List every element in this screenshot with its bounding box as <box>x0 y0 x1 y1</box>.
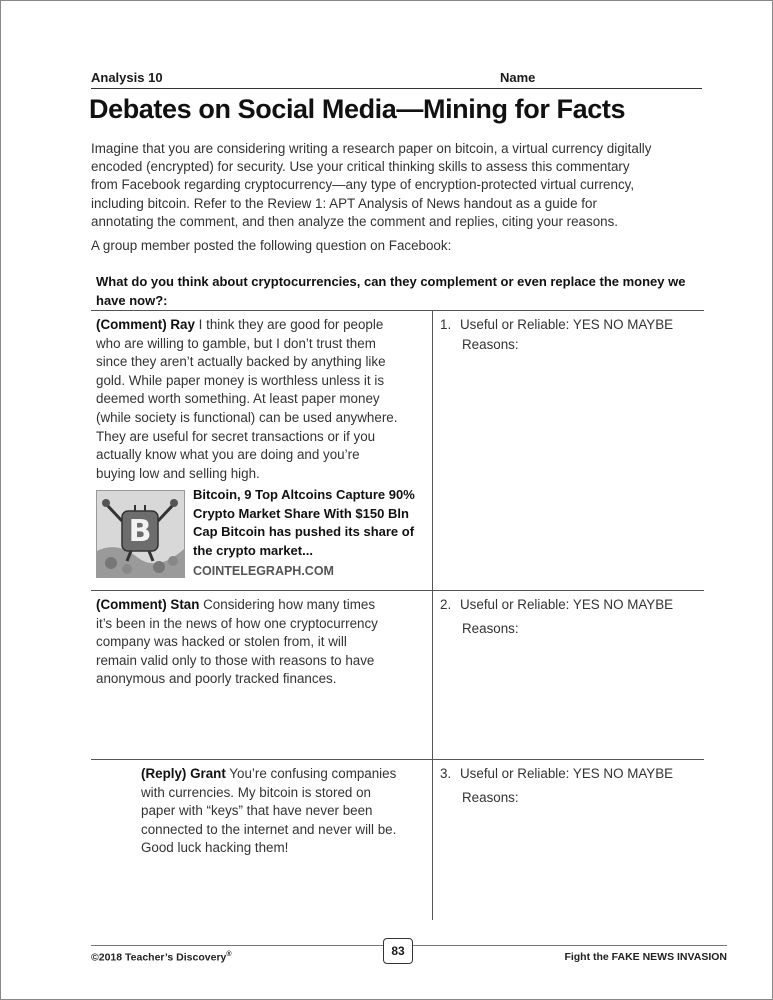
headline-line: the crypto market... <box>193 542 313 558</box>
comment-text: company was hacked or stolen from, it will <box>96 634 347 650</box>
comment-text: paper with “keys” that have never been <box>141 803 373 819</box>
headline-line: Cap Bitcoin has pushed its share of <box>193 524 415 539</box>
comment-text: You’re confusing companies <box>225 766 397 781</box>
svg-text:B: B <box>128 514 152 549</box>
question-line: have now?: <box>96 293 168 308</box>
question-1 <box>440 313 673 357</box>
comment-author: (Reply) Grant <box>141 766 226 781</box>
news-headline[interactable] <box>193 486 423 560</box>
page-number: 83 <box>383 938 413 964</box>
bitcoin-robot-icon <box>97 491 184 577</box>
table-row-divider <box>91 759 704 760</box>
question-number: 1. <box>440 317 452 332</box>
comment-text: They are useful for secret transactions or if you <box>96 428 376 444</box>
comment-author: (Comment) Ray <box>96 317 195 332</box>
comment-text: (while society is functional) can be used anywhere. <box>96 409 398 425</box>
comment-text: anonymous and poorly tracked finances. <box>96 671 337 687</box>
headline-line: Crypto Market Share With $150 Bln <box>193 505 409 521</box>
comment-text: connected to the internet and never will be. <box>141 821 397 837</box>
question-line: What do you think about cryptocurrencies, can they complement or even replace the money we <box>96 274 686 289</box>
question-number: 3. <box>440 766 452 781</box>
question-2 <box>440 593 673 641</box>
reply-grant <box>141 765 431 858</box>
comment-text: it’s been in the news of how one cryptocurrency <box>96 615 378 631</box>
comment-text: Good luck hacking them! <box>141 840 289 856</box>
name-label: Name <box>500 70 536 85</box>
copyright: ©2018 Teacher’s Discovery® <box>91 951 232 964</box>
comment-text: buying low and selling high. <box>96 465 260 481</box>
comment-text: remain valid only to those with reasons to have <box>96 652 375 668</box>
comment-text: who are willing to gamble, but I don’t trust them <box>96 335 376 351</box>
analysis-number: Analysis 10 <box>91 70 163 85</box>
comment-text: deemed worth something. At least paper money <box>96 391 380 407</box>
reasons-label: Reasons: <box>462 337 519 352</box>
comment-text: with currencies. My bitcoin is stored on <box>141 784 371 800</box>
reasons-label: Reasons: <box>462 790 519 805</box>
reliability-options: Useful or Reliable: YES NO MAYBE <box>460 597 674 612</box>
comment-stan <box>96 596 426 689</box>
intro-line: including bitcoin. Refer to the Review 1: APT Analysis of News handout as a guide for <box>91 195 597 211</box>
news-source-link[interactable]: COINTELEGRAPH.COM <box>193 564 334 578</box>
intro-line: from Facebook regarding cryptocurrency—any type of encryption-protected virtual currency, <box>91 177 635 193</box>
page-title: Debates on Social Media—Mining for Facts <box>89 94 626 124</box>
reasons-label: Reasons: <box>462 621 519 636</box>
table-column-divider <box>432 310 433 920</box>
lead-sentence: A group member posted the following question on Facebook: <box>91 238 452 253</box>
news-thumbnail-image[interactable] <box>96 490 185 578</box>
comment-text: Considering how many times <box>199 597 376 612</box>
comment-text: actually know what you are doing and you’re <box>96 447 360 463</box>
worksheet-header <box>91 70 702 89</box>
intro-line: encoded (encrypted) for security. Use your critical thinking skills to assess this commentary <box>91 159 630 175</box>
headline-line: Bitcoin, 9 Top Altcoins Capture 90% <box>193 487 415 502</box>
reliability-options: Useful or Reliable: YES NO MAYBE <box>460 766 674 781</box>
reliability-options: Useful or Reliable: YES NO MAYBE <box>460 317 674 332</box>
table-row-divider <box>91 590 704 591</box>
facebook-question <box>96 272 701 310</box>
table-top-rule <box>91 310 704 311</box>
question-number: 2. <box>440 597 452 612</box>
comment-ray <box>96 316 426 483</box>
comment-text: I think they are good for people <box>194 317 384 332</box>
registered-mark: ® <box>226 951 232 958</box>
comment-author: (Comment) Stan <box>96 597 200 612</box>
comment-text: since they aren’t actually backed by anything like <box>96 354 386 370</box>
book-title: Fight the FAKE NEWS INVASION <box>564 951 727 963</box>
intro-paragraph <box>91 140 706 231</box>
comment-text: gold. While paper money is worthless unless it is <box>96 372 385 388</box>
intro-line: Imagine that you are considering writing a research paper on bitcoin, a virtual currency digitally <box>91 141 652 156</box>
intro-line: annotating the comment, and then analyze the comment and replies, citing your reasons. <box>91 213 619 229</box>
question-3 <box>440 762 673 810</box>
